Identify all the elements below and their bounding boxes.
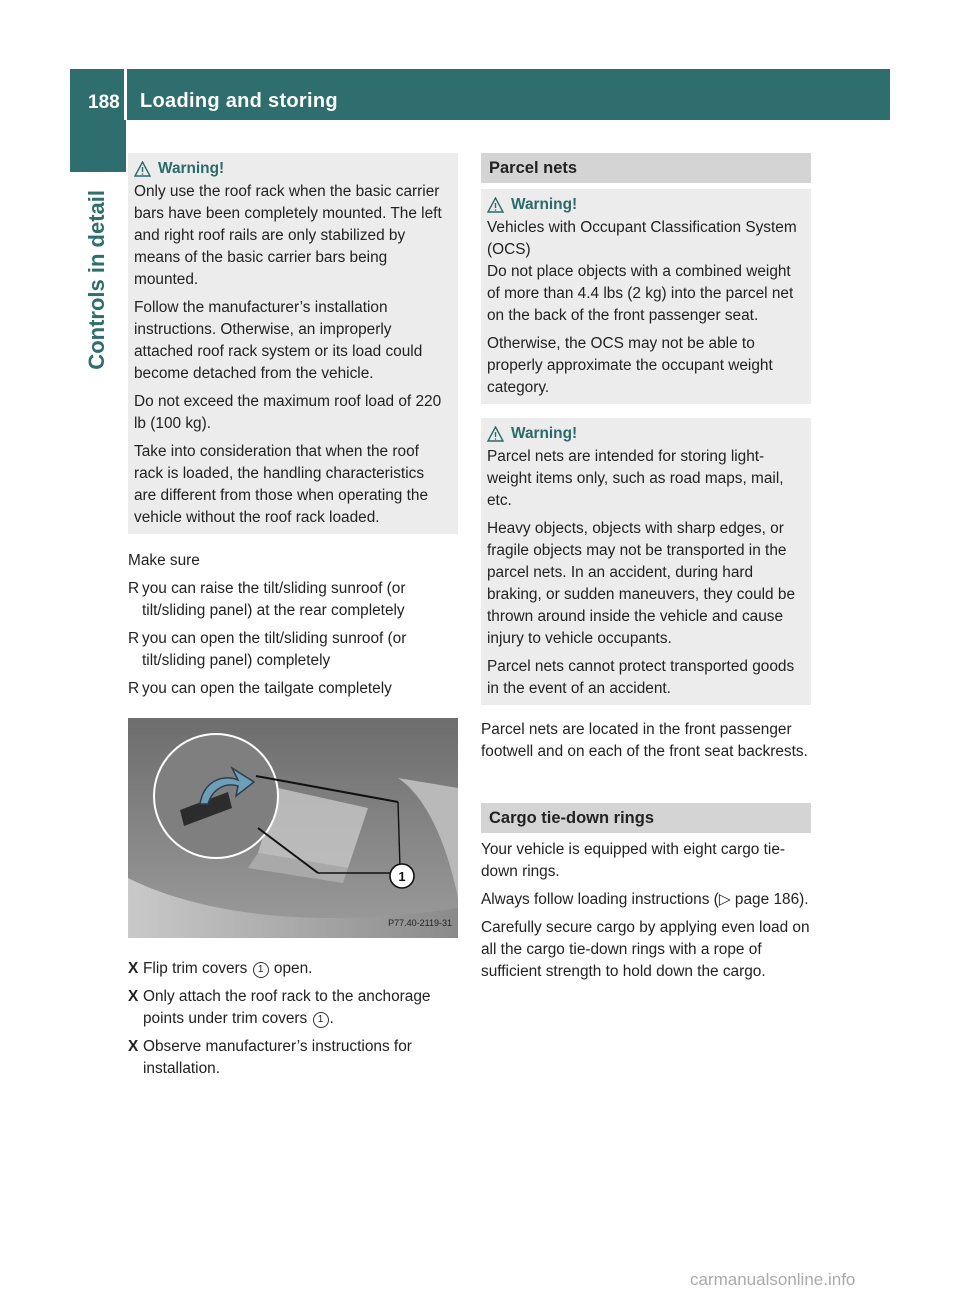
cargo-paragraph bbox=[481, 889, 811, 911]
warning-paragraph: Follow the manufacturer’s installation instructions. Otherwise, an improperly attached roof rack system or its load could become detached from the vehicle. bbox=[134, 299, 423, 382]
warning-triangle-icon bbox=[487, 426, 504, 442]
callout-number: 1 bbox=[398, 869, 406, 884]
warning-paragraph: Only use the roof rack when the basic carrier bars have been completely mounted. The left and right roof rails are only stabilized by means of the basic carrier bars being mounted. bbox=[134, 183, 442, 288]
warning-heading bbox=[487, 423, 803, 445]
warning-paragraph: Do not exceed the maximum roof load of 220 lb (100 kg). bbox=[134, 393, 442, 432]
list-item bbox=[128, 628, 458, 672]
warning-paragraph: Take into consideration that when the roof rack is loaded, the handling characteristics are different from those when operating the vehicle without the roof rack loaded. bbox=[134, 443, 429, 526]
warning-paragraph: Heavy objects, objects with sharp edges, or fragile objects may not be transported in the parcel nets. In an accident, during hard braking, or sudden maneuvers, they could be thrown around inside the vehicle and cause injury to vehicle occupants. bbox=[487, 520, 796, 647]
make-sure-text: Make sure bbox=[128, 552, 200, 569]
roof-rack-warning bbox=[128, 153, 458, 534]
right-column bbox=[481, 153, 811, 983]
warning-heading bbox=[487, 194, 803, 216]
side-tab-label: Controls in detail bbox=[84, 190, 109, 370]
left-column bbox=[128, 153, 458, 1086]
step-text-part: open. bbox=[269, 960, 313, 977]
ocs-warning bbox=[481, 189, 811, 404]
warning-paragraph: Parcel nets cannot protect transported goods in the event of an accident. bbox=[487, 658, 795, 697]
bullet-icon: R bbox=[128, 580, 140, 597]
parcel-nets-location: Parcel nets are located in the front passenger footwell and on each of the front seat backrests. bbox=[481, 721, 808, 760]
parcel-nets-warning bbox=[481, 418, 811, 705]
warning-paragraph: Vehicles with Occupant Classification System (OCS) Do not place objects with a combined weight of more than 4.4 lbs (2 kg) into the parcel net on the back of the front passenger seat. bbox=[487, 219, 797, 324]
step-text bbox=[143, 986, 458, 1030]
step-text-part: . bbox=[329, 1010, 334, 1027]
list-item-text: you can open the tilt/sliding sunroof (or tilt/sliding panel) completely bbox=[142, 630, 407, 669]
list-item bbox=[128, 578, 458, 622]
list-item-text: you can raise the tilt/sliding sunroof (or tilt/sliding panel) at the rear completely bbox=[142, 580, 406, 619]
page-title: Loading and storing bbox=[140, 90, 338, 112]
step-text bbox=[143, 958, 312, 980]
warning-heading bbox=[134, 158, 450, 180]
warning-label: Warning! bbox=[511, 196, 578, 213]
instruction-step bbox=[128, 1036, 458, 1080]
text-part: Always follow loading instructions ( bbox=[481, 891, 719, 908]
warning-triangle-icon bbox=[487, 197, 504, 213]
warning-paragraph: Otherwise, the OCS may not be able to properly approximate the occupant weight category. bbox=[487, 335, 773, 396]
callout-ref-icon: 1 bbox=[253, 962, 269, 978]
roof-illustration bbox=[128, 718, 458, 938]
page-reference-link[interactable]: page 186). bbox=[730, 891, 809, 908]
list-item bbox=[128, 678, 458, 700]
step-text-part: Only attach the roof rack to the anchorage points under trim covers bbox=[143, 988, 431, 1027]
step-text-part: Flip trim covers bbox=[143, 960, 252, 977]
warning-paragraph: Parcel nets are intended for storing light-weight items only, such as road maps, mail, etc. bbox=[487, 448, 784, 509]
warning-label: Warning! bbox=[158, 160, 225, 177]
watermark: carmanualsonline.info bbox=[690, 1270, 856, 1289]
parcel-nets-heading: Parcel nets bbox=[481, 153, 811, 183]
warning-triangle-icon bbox=[134, 161, 151, 177]
roof-rack-figure bbox=[128, 718, 458, 938]
instruction-step bbox=[128, 986, 458, 1030]
cargo-tie-down-heading: Cargo tie-down rings bbox=[481, 803, 811, 833]
step-marker-icon: X bbox=[128, 1038, 139, 1055]
cargo-paragraph: Your vehicle is equipped with eight cargo tie-down rings. bbox=[481, 841, 786, 880]
page-reference-icon: ▷ bbox=[718, 891, 731, 908]
warning-label: Warning! bbox=[511, 425, 578, 442]
instruction-step bbox=[128, 958, 458, 980]
side-tab bbox=[70, 120, 126, 172]
bullet-icon: R bbox=[128, 680, 140, 697]
step-marker-icon: X bbox=[128, 960, 139, 977]
step-marker-icon: X bbox=[128, 988, 139, 1005]
page-number: 188 bbox=[88, 92, 120, 113]
callout-ref-icon: 1 bbox=[313, 1012, 329, 1028]
bullet-icon: R bbox=[128, 630, 140, 647]
list-item-text: you can open the tailgate completely bbox=[142, 680, 392, 697]
cargo-paragraph: Carefully secure cargo by applying even load on all the cargo tie-down rings with a rope of sufficient strength to hold down the cargo. bbox=[481, 919, 810, 980]
step-text: Observe manufacturer’s instructions for installation. bbox=[143, 1038, 412, 1077]
header-divider bbox=[124, 69, 127, 120]
figure-code: P77.40-2119-31 bbox=[388, 918, 452, 928]
